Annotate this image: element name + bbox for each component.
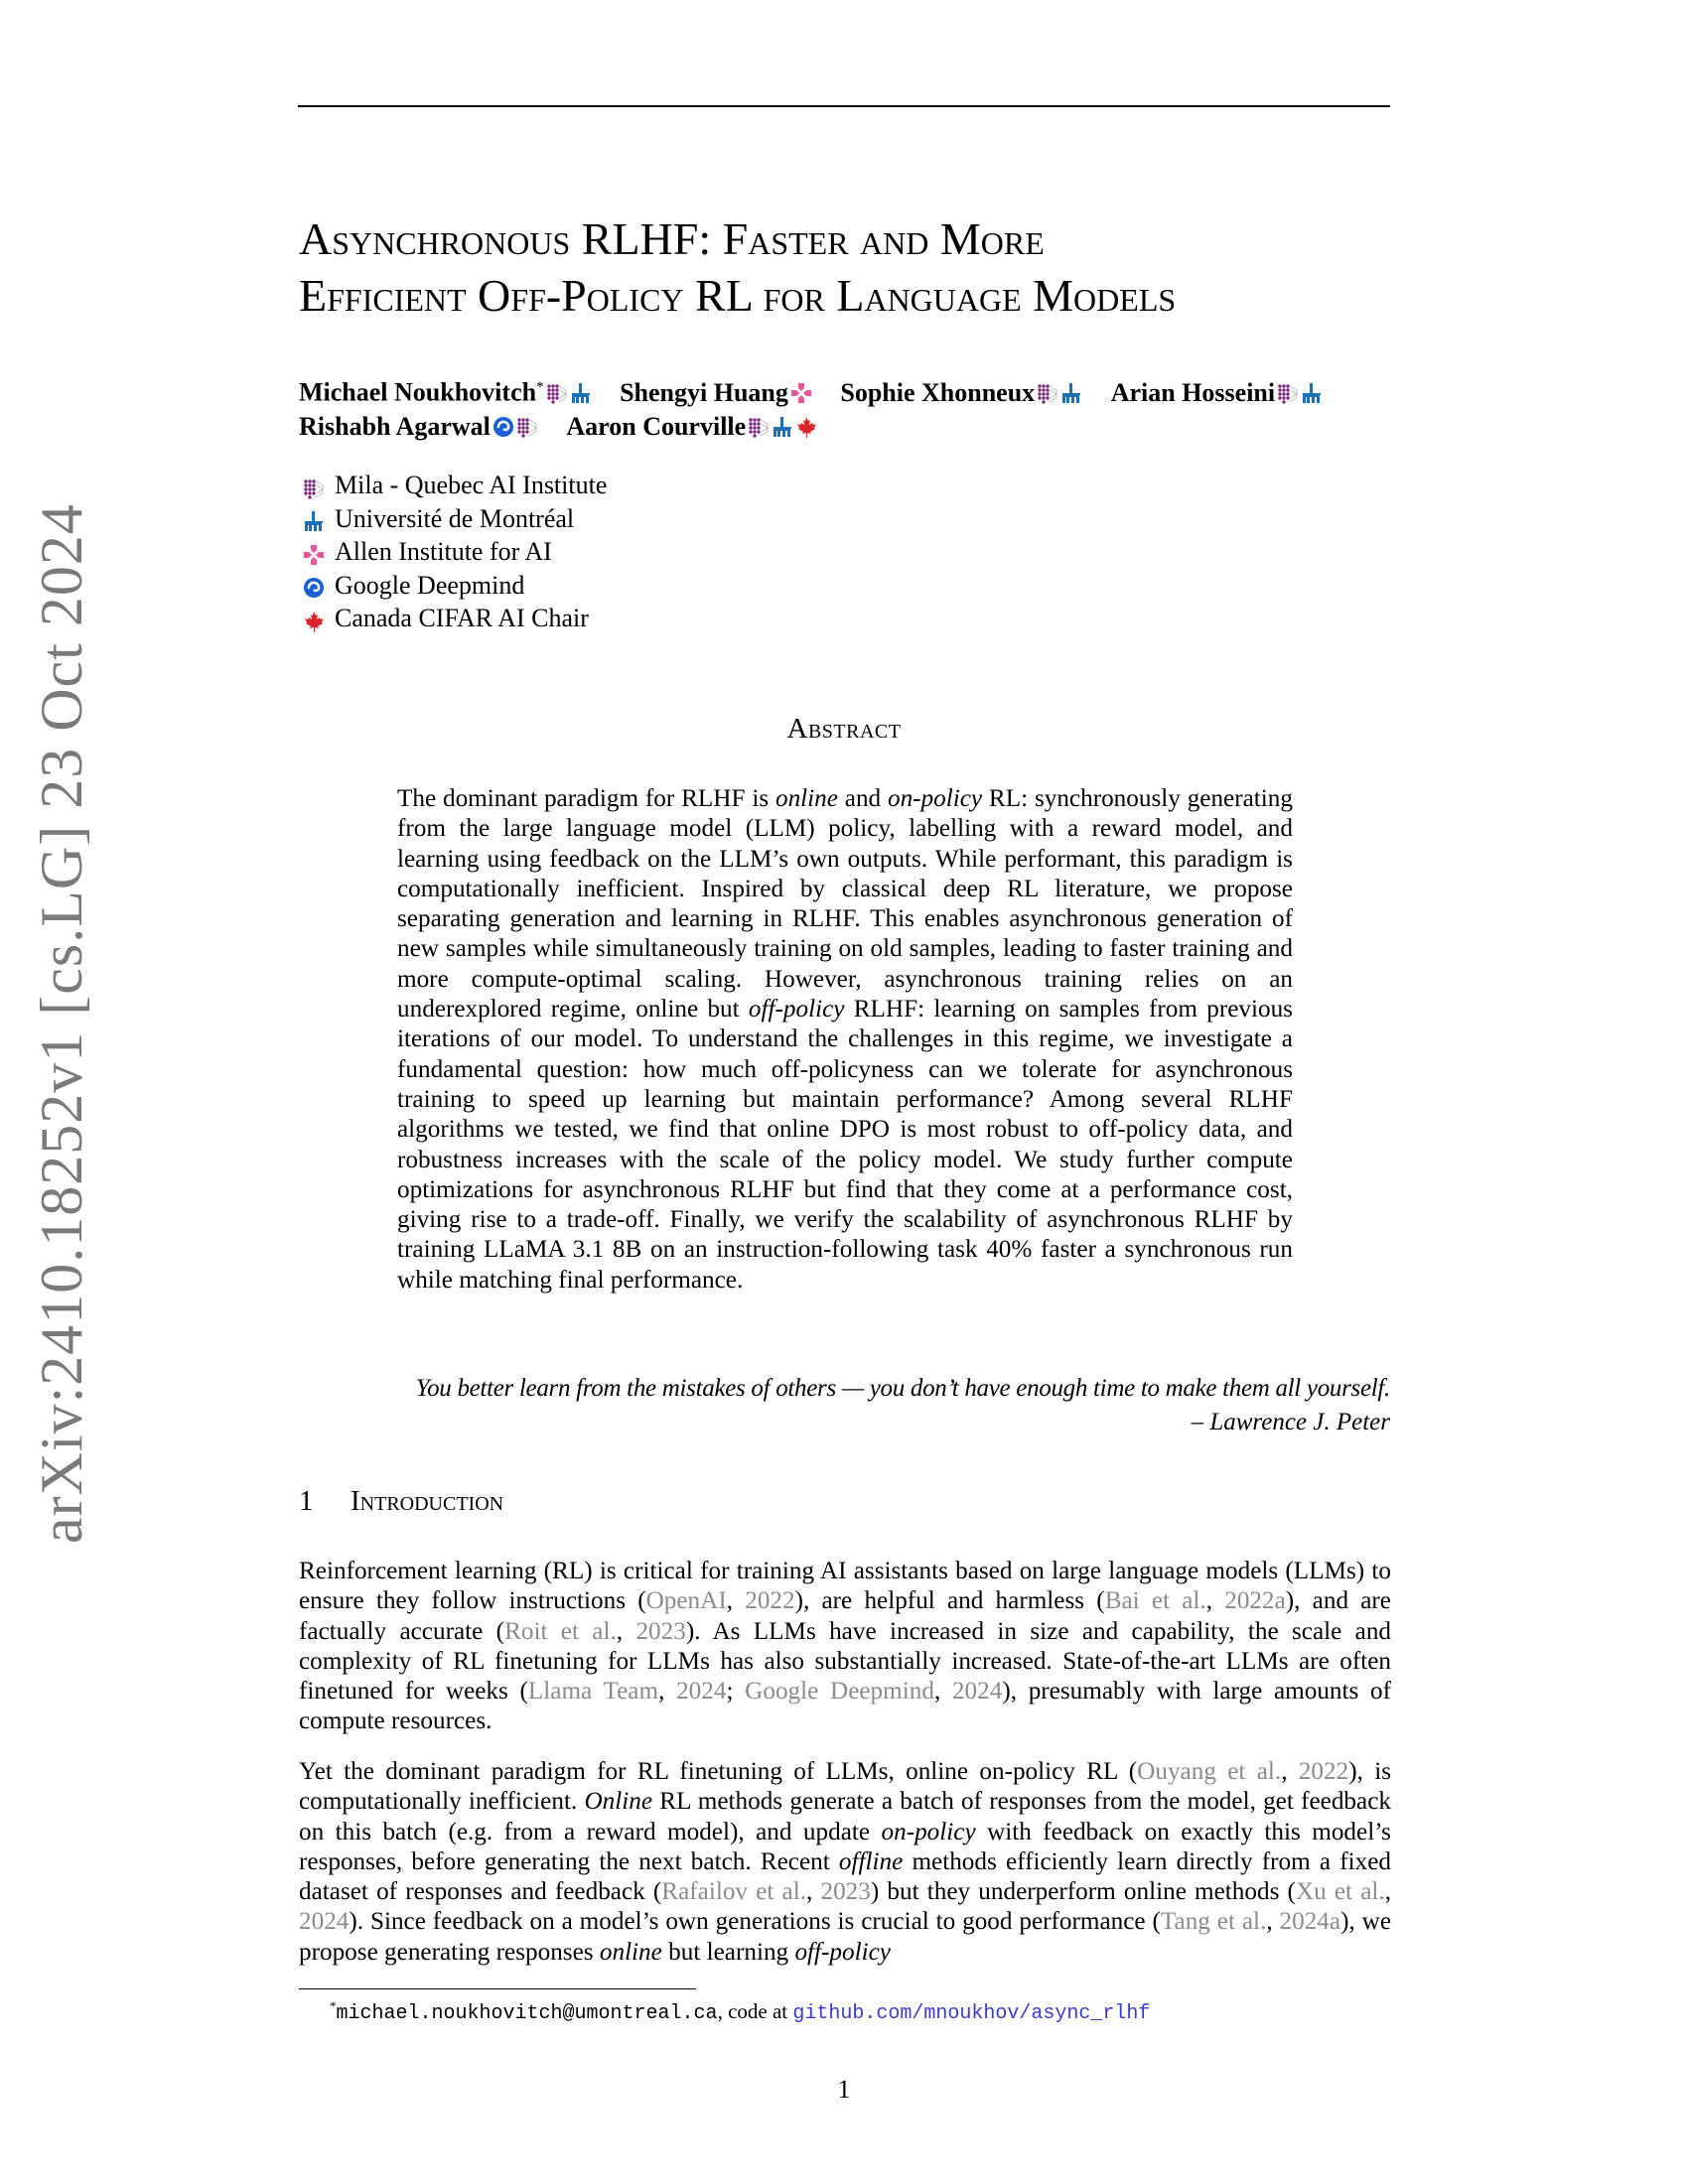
citation-link[interactable]: 2022 [1298, 1758, 1349, 1785]
affiliation-label: Mila - Quebec AI Institute [335, 471, 608, 499]
text-run: ), we propose generating responses [299, 1908, 1391, 1966]
citation-link[interactable]: Bai et al. [1104, 1587, 1206, 1615]
affiliation-mila [303, 469, 607, 502]
affiliation-udem [303, 502, 607, 536]
text-run: ), is computationally inefficient. [299, 1758, 1392, 1816]
title-line-2: Efficient Off-Policy RL for Language Models [299, 270, 1177, 321]
affiliation-label: Google Deepmind [335, 570, 525, 600]
text-run: ) but they underperform online methods ( [870, 1878, 1296, 1906]
citation-link[interactable]: 2024 [951, 1678, 1003, 1706]
header-rule [298, 105, 1390, 107]
mila-logo-icon [303, 475, 325, 496]
epigraph-text: You better learn from the mistakes of others — you don’t have enough time to make them all yourself. [415, 1375, 1390, 1402]
text-run: , [658, 1678, 677, 1706]
affiliation-ai2 [303, 535, 607, 569]
text-run: , [1281, 1758, 1299, 1785]
text-run: but learning [661, 1938, 795, 1966]
citation-link[interactable]: Google Deepmind [745, 1678, 934, 1706]
citation-link[interactable]: 2022 [745, 1587, 795, 1615]
text-run: , [616, 1617, 636, 1645]
emphasis-text: online [774, 785, 838, 812]
ai2-logo-icon [790, 379, 812, 401]
citation-link[interactable]: 2022a [1224, 1587, 1286, 1615]
mila-logo-icon [1277, 379, 1299, 401]
text-run: with feedback on exactly this model’s responses, before generating the next batch. Recent [299, 1818, 1391, 1875]
author-rishabh-agarwal [299, 410, 538, 444]
text-run: ; [726, 1678, 746, 1706]
udem-logo-icon [570, 379, 592, 401]
text-run: ). Since feedback on a model’s own generations is crucial to good performance ( [349, 1908, 1161, 1936]
emphasis-text: Online [584, 1788, 653, 1816]
text-run: Reinforcement learning (RL) is critical for training AI assistants based on large language models (LLMs) to ensure they follow instructions ( [299, 1558, 1391, 1615]
text-run: ), presumably with large amounts of compute resources. [299, 1678, 1391, 1735]
author-michael-noukhovitch [299, 370, 592, 410]
footnote-email[interactable]: michael.noukhovitch@umontreal.ca [336, 2002, 718, 2025]
author-aaron-courville [566, 410, 817, 444]
deepmind-logo-icon [492, 413, 514, 435]
emphasis-text: on-policy [881, 1818, 976, 1845]
section-title: Introduction [351, 1485, 504, 1517]
citation-link[interactable]: 2023 [635, 1617, 686, 1645]
page-number: 1 [837, 2075, 851, 2104]
text-run: , [1384, 1878, 1391, 1906]
udem-logo-icon [303, 507, 325, 529]
section-number: 1 [299, 1485, 314, 1517]
text-run: Yet the dominant paradigm for RL finetuning of LLMs, online on-policy RL ( [299, 1758, 1138, 1785]
footnote-code-link[interactable]: github.com/mnoukhov/async_rlhf [792, 2002, 1151, 2025]
mila-logo-icon [516, 413, 538, 435]
text-run: RL: synchronously generating from the large language model (LLM) policy, labelling with a reward model, and learning using feedback on the LLM’s own outputs. While performant, this paradigm is computationally inefficient. Inspired by classical deep RL literature, we propose separating generation and learning in RLHF. This enables asynchronous generation of new samples while simultaneously training on old samples, leading to faster training and more compute-optimal scaling. However, asynchronous training relies on an underexplored regime, online but [397, 785, 1293, 1024]
citation-link[interactable]: Xu et al. [1295, 1878, 1385, 1906]
author-name: Sophie Xhonneux [840, 377, 1036, 407]
emphasis-text: on-policy [887, 785, 983, 812]
citation-link[interactable]: Ouyang et al. [1137, 1758, 1282, 1785]
author-shengyi-huang [620, 376, 812, 410]
maple-leaf-icon [795, 413, 817, 435]
emphasis-text: online [599, 1938, 662, 1966]
text-run: and [837, 785, 888, 812]
footnote-mark[interactable]: * [536, 379, 544, 395]
title-line-1: Asynchronous RLHF: Faster and More [299, 213, 1045, 264]
abstract-body [397, 784, 1293, 1296]
author-name: Michael Noukhovitch [299, 377, 537, 407]
epigraph [298, 1372, 1390, 1439]
ai2-logo-icon [303, 541, 325, 563]
deepmind-logo-icon [303, 574, 325, 596]
author-name: Aaron Courville [566, 411, 747, 441]
footnote [330, 1993, 1150, 2027]
affiliation-list [303, 469, 607, 635]
footnote-rule [299, 1988, 696, 1989]
affiliation-label: Allen Institute for AI [335, 537, 552, 566]
mila-logo-icon [748, 413, 770, 435]
maple-leaf-icon [303, 608, 325, 629]
citation-link[interactable]: 2023 [820, 1878, 871, 1906]
epigraph-attribution: – Lawrence J. Peter [1191, 1409, 1390, 1435]
intro-paragraph-2 [299, 1757, 1391, 1968]
text-run: , [1205, 1587, 1225, 1615]
intro-paragraph-1 [299, 1557, 1391, 1737]
text-run: ), and are factually accurate ( [299, 1587, 1391, 1645]
text-run: methods efficiently learn directly from a fixed dataset of responses and feedback ( [299, 1847, 1391, 1906]
emphasis-text: offline [838, 1847, 904, 1875]
author-sophie-xhonneux [840, 376, 1082, 410]
author-name: Shengyi Huang [620, 377, 788, 407]
mila-logo-icon [546, 379, 568, 401]
citation-link[interactable]: Roit et al. [504, 1617, 617, 1645]
udem-logo-icon [1301, 379, 1323, 401]
text-run: ). As LLMs have increased in size and capability, the scale and complexity of RL finetuning for LLMs has also substantially increased. State-of-the-art LLMs are often finetuned for weeks ( [299, 1617, 1392, 1706]
text-run: , [806, 1878, 821, 1906]
affiliation-cifar [303, 602, 607, 635]
citation-link[interactable]: 2024 [676, 1678, 727, 1706]
affiliation-label: Université de Montréal [335, 503, 575, 533]
citation-link[interactable]: Tang et al. [1160, 1908, 1267, 1936]
udem-logo-icon [772, 413, 793, 435]
citation-link[interactable]: Llama Team [527, 1678, 659, 1706]
text-run: , [726, 1587, 746, 1615]
text-run: The dominant paradigm for RLHF is [397, 785, 775, 812]
citation-link[interactable]: 2024a [1279, 1908, 1341, 1936]
arxiv-identifier-stamp[interactable]: arXiv:2410.18252v1 [cs.LG] 23 Oct 2024 [29, 503, 94, 1544]
author-name: Rishabh Agarwal [299, 411, 491, 441]
footnote-mark: * [330, 1998, 337, 2013]
author-name: Arian Hosseini [1110, 377, 1276, 407]
affiliation-label: Canada CIFAR AI Chair [335, 604, 589, 632]
author-arian-hosseini [1111, 376, 1323, 410]
udem-logo-icon [1060, 379, 1082, 401]
citation-link[interactable]: 2024 [299, 1908, 350, 1936]
emphasis-text: off-policy [748, 996, 845, 1024]
abstract-heading: Abstract [786, 713, 902, 745]
affiliation-deepmind [303, 569, 607, 603]
mila-logo-icon [1037, 379, 1058, 401]
emphasis-text: off-policy [794, 1938, 891, 1966]
paper-title [299, 210, 1411, 324]
text-run: ), are helpful and harmless ( [794, 1587, 1105, 1615]
section-heading-introduction [299, 1485, 503, 1518]
author-list [299, 370, 1441, 444]
text-run: RL methods generate a batch of responses from the model, get feedback on this batch (e.g. from a reward model), and update [299, 1788, 1391, 1845]
citation-link[interactable]: Rafailov et al. [661, 1878, 807, 1906]
citation-link[interactable]: OpenAI [645, 1587, 727, 1615]
text-run: , [1266, 1908, 1280, 1936]
text-run: , [933, 1678, 952, 1706]
text-run: RLHF: learning on samples from previous iterations of our model. To understand the challenges in this regime, we investigate a fundamental question: how much off-policyness can we tolerate for asynchronous training to speed up learning but maintain performance? Among several RLHF algorithms we tested, we find that online DPO is most robust to off-policy data, and robustness increases with the scale of the policy model. We study further compute optimizations for asynchronous RLHF but find that they come at a performance cost, giving rise to a trade-off. Finally, we verify the scalability of asynchronous RLHF by training LLaMA 3.1 8B on an instruction-following task 40% faster a synchronous run while matching final performance. [397, 996, 1293, 1294]
footnote-text: , code at [717, 1999, 793, 2023]
